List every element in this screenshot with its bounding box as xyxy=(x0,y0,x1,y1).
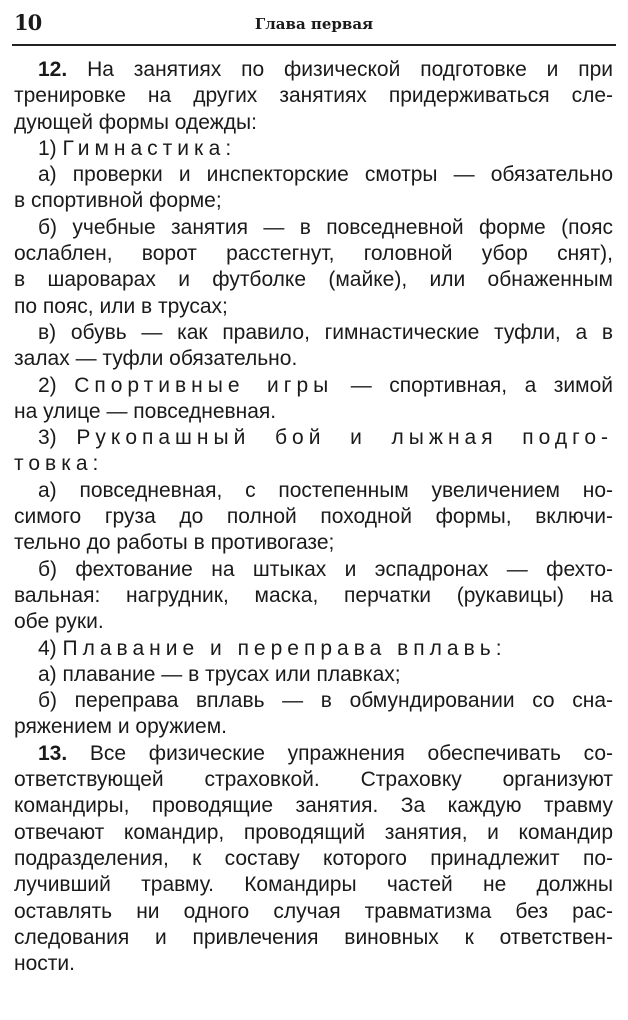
page-body xyxy=(14,57,613,977)
text-line: тренировке на других занятиях придерживаться сле- xyxy=(14,84,613,108)
text-line: обе руки. xyxy=(14,610,104,634)
text-line: на улице — повседневная. xyxy=(14,399,277,423)
text-line: в шароварах и футболке (майке), или обнаженным xyxy=(14,268,613,292)
subheading-hand-to-hand: 3) Рукопашный бой и лыжная подго- xyxy=(38,426,613,450)
text-line: ряжением и оружием. xyxy=(14,715,227,739)
paragraph-13-line: 13. Все физические упражнения обеспечивать со- xyxy=(38,741,613,765)
text-line: ответствующей страховкой. Страховку организуют xyxy=(14,768,613,792)
subheading-gymnastics: 1) Гимнастика: xyxy=(38,136,237,160)
header-rule xyxy=(12,44,616,46)
subheading-sport-games: 2) Спортивные игры — спортивная, а зимой xyxy=(38,373,613,397)
text-line: товка: xyxy=(14,452,104,476)
text-line: а) плавание — в трусах или плавках; xyxy=(38,662,401,686)
text-line: а) проверки и инспекторские смотры — обязательно xyxy=(38,163,613,187)
text-line: дующей формы одежды: xyxy=(14,110,257,134)
text-line: вальная: нагрудник, маска, перчатки (рукавицы) на xyxy=(14,583,613,607)
text-line: оставлять ни одного случая травматизма без рас- xyxy=(14,899,613,923)
text-line: в) обувь — как правило, гимнастические туфли, а в xyxy=(38,320,613,344)
running-title: Глава первая xyxy=(254,15,374,33)
subheading-swimming: 4) Плавание и переправа вплавь: xyxy=(38,636,507,660)
text-line: отвечают командир, проводящий занятия, и командир xyxy=(14,820,613,844)
text-line: в спортивной форме; xyxy=(14,189,222,213)
paragraph-number: 13. xyxy=(38,741,68,765)
text-line: подразделения, к составу которого принадлежит по- xyxy=(14,846,613,870)
text-line: а) повседневная, с постепенным увеличением но- xyxy=(38,478,613,502)
text-line: б) переправа вплавь — в обмундировании со сна- xyxy=(38,689,613,713)
page-number: 10 xyxy=(14,10,42,35)
text-line: симого груза до полной походной формы, включи- xyxy=(14,505,613,529)
text-line: следования и привлечения виновных к ответствен- xyxy=(14,925,613,949)
text-line: б) фехтование на штыках и эспадронах — фехто- xyxy=(38,557,613,581)
text-line: б) учебные занятия — в повседневной форме (пояс xyxy=(38,215,613,239)
text-line: лучивший травму. Командиры частей не должны xyxy=(14,873,613,897)
text-line: командиры, проводящие занятия. За каждую травму xyxy=(14,794,613,818)
paragraph-12-line: 12. На занятиях по физической подготовке и при xyxy=(38,58,613,81)
text-line: ности. xyxy=(14,952,75,976)
text-line: залах — туфли обязательно. xyxy=(14,347,298,371)
text-line: по пояс, или в трусах; xyxy=(14,294,228,318)
text-line: тельно до работы в противогазе; xyxy=(14,531,335,555)
text-line: ослаблен, ворот расстегнут, головной убор снят), xyxy=(14,242,613,266)
paragraph-number: 12. xyxy=(38,58,68,81)
page-header xyxy=(12,4,616,44)
